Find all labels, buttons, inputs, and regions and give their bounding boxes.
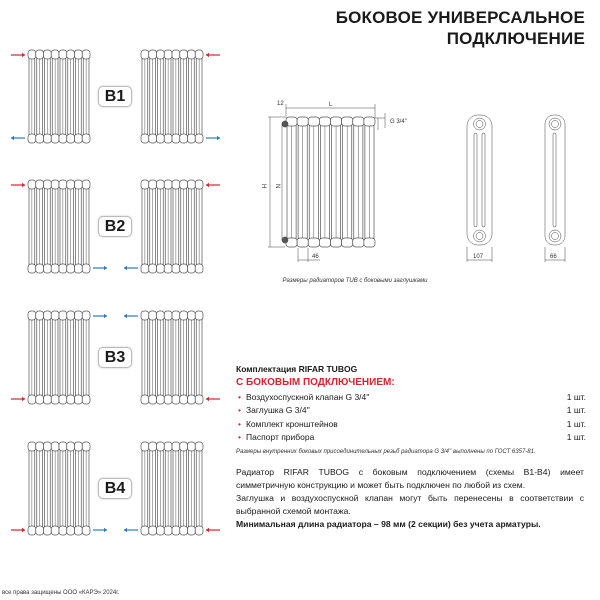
kit-item-qty: 1 шт. bbox=[566, 432, 586, 442]
supply-arrow-icon bbox=[206, 183, 220, 187]
kit-item bbox=[236, 432, 586, 442]
dim-N: N bbox=[274, 184, 280, 189]
scheme-label: B1 bbox=[98, 86, 132, 107]
kit-section bbox=[236, 364, 586, 455]
kit-item-qty: 1 шт. bbox=[566, 418, 586, 429]
description bbox=[236, 466, 584, 531]
dim-L: L bbox=[329, 102, 333, 108]
dim-H: H bbox=[260, 184, 266, 189]
kit-item-qty: 1 шт. bbox=[566, 405, 586, 415]
return-arrow-icon bbox=[11, 136, 25, 140]
drawing-caption: Размеры радиаторов TUB с боковыми заглушками bbox=[282, 278, 428, 284]
dim-66: 66 bbox=[550, 254, 557, 260]
description-p1: Радиатор RIFAR TUBOG с боковым подключением (схемы B1-B4) имеет симметричную конструкцию и может быть подключен по любой из схем. bbox=[236, 467, 584, 490]
dim-12: 12 bbox=[277, 101, 284, 107]
kit-note: Размеры внутренних боковых присоединительных резьб радиатора G 3/4'' выполнены по ГОСТ 6357-81. bbox=[236, 449, 536, 455]
return-arrow-icon bbox=[206, 136, 220, 140]
dim-46: 46 bbox=[312, 254, 319, 260]
kit-subheading: С БОКОВЫМ ПОДКЛЮЧЕНИЕМ: bbox=[236, 377, 395, 388]
return-arrow-icon bbox=[93, 314, 107, 318]
description-p3: Минимальная длина радиатора – 98 мм (2 секции) без учета арматуры. bbox=[236, 519, 541, 529]
radiator-right bbox=[124, 442, 220, 535]
kit-item bbox=[236, 405, 586, 415]
kit-item bbox=[236, 392, 586, 402]
title-line-1: БОКОВОЕ УНИВЕРСАЛЬНОЕ bbox=[335, 8, 585, 27]
supply-arrow-icon bbox=[11, 397, 25, 401]
scheme-label: B2 bbox=[98, 216, 132, 237]
title-line-2: ПОДКЛЮЧЕНИЕ bbox=[446, 29, 585, 48]
supply-arrow-icon bbox=[11, 183, 25, 187]
description-p2: Заглушка и воздухоспускной клапан могут быть перенесены в соответствии с выбранной схемой монтажа. bbox=[236, 493, 584, 516]
kit-item-name: Комплект кронштейнов bbox=[245, 418, 338, 429]
scheme-label: B4 bbox=[98, 478, 132, 499]
bullet-icon: • bbox=[238, 418, 241, 429]
kit-heading: Комплектация RIFAR TUBOG bbox=[236, 364, 358, 374]
supply-arrow-icon bbox=[206, 528, 220, 532]
bullet-icon: • bbox=[238, 432, 241, 442]
kit-item-name: Воздухоспускной клапан G 3/4'' bbox=[245, 391, 370, 402]
radiator-right bbox=[124, 311, 220, 404]
return-arrow-icon bbox=[124, 528, 138, 532]
page-title bbox=[336, 7, 585, 49]
radiator-left bbox=[11, 311, 107, 404]
dim-107: 107 bbox=[473, 254, 484, 260]
kit-item bbox=[236, 419, 586, 429]
supply-arrow-icon bbox=[206, 53, 220, 57]
scheme-label: B3 bbox=[98, 347, 132, 368]
supply-arrow-icon bbox=[11, 528, 25, 532]
radiator-left bbox=[11, 442, 107, 535]
return-arrow-icon bbox=[124, 266, 138, 270]
radiator-right bbox=[141, 50, 220, 143]
kit-item-name: Паспорт прибора bbox=[245, 432, 315, 442]
radiator-left bbox=[11, 180, 107, 273]
connection-schemes bbox=[0, 0, 230, 560]
supply-arrow-icon bbox=[206, 397, 220, 401]
supply-arrow-icon bbox=[11, 53, 25, 57]
radiator-left bbox=[11, 50, 90, 143]
return-arrow-icon bbox=[124, 314, 138, 318]
kit-item-name: Заглушка G 3/4'' bbox=[245, 405, 310, 415]
bullet-icon: • bbox=[238, 405, 241, 415]
kit-item-qty: 1 шт. bbox=[566, 391, 586, 402]
bullet-icon: • bbox=[238, 391, 241, 402]
radiator-right bbox=[124, 180, 220, 273]
return-arrow-icon bbox=[93, 266, 107, 270]
dim-thread: G 3/4'' bbox=[390, 119, 407, 125]
copyright: все права защищены ООО «КАРЭ» 2024г. bbox=[2, 590, 120, 596]
return-arrow-icon bbox=[93, 528, 107, 532]
